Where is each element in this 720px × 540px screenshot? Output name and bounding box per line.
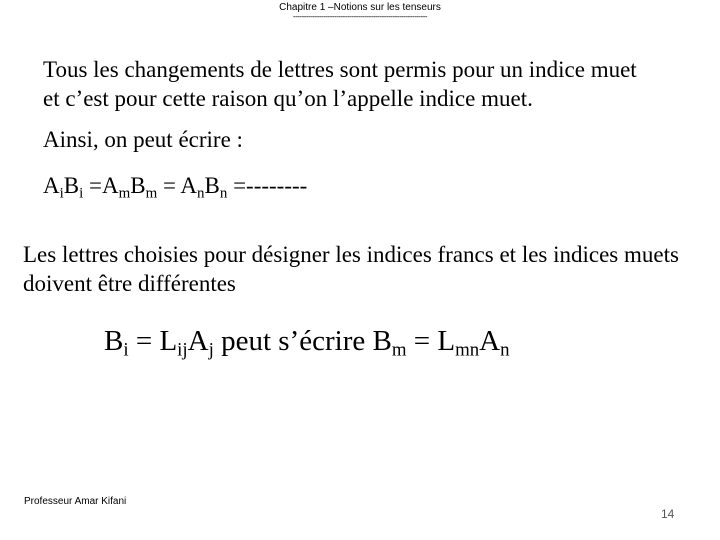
paragraph-dummy-index — [43, 55, 637, 113]
eq1-sub-n2: n — [219, 185, 228, 202]
eq1-eq-A2: = A — [157, 173, 198, 198]
text-line-4: Les lettres choisies pour désigner les indices francs et les indices muets — [23, 242, 679, 267]
eq2-eq-L: = L — [128, 325, 178, 357]
eq1-B3: B — [204, 173, 220, 198]
eq1-B2: B — [130, 173, 146, 198]
paragraph-ainsi: Ainsi, on peut écrire : — [43, 127, 243, 152]
page-number: 14 — [661, 507, 675, 521]
eq2-A2: A — [479, 325, 501, 357]
eq1-A: A — [43, 173, 60, 198]
paragraph-letters — [23, 240, 679, 298]
eq2-sub-mn: mn — [455, 339, 480, 361]
eq1-sub-m2: m — [145, 185, 158, 202]
eq1-sub-i2: i — [79, 185, 84, 202]
text-line-2: et c’est pour cette raison qu’on l’appelle indice muet. — [43, 86, 533, 111]
eq2-eq-L2: = L — [406, 325, 456, 357]
eq1-tail: =-------- — [227, 173, 308, 198]
eq2-sub-n: n — [500, 339, 510, 361]
eq1-eq-A: =A — [83, 173, 119, 198]
eq2-sub-ij: ij — [177, 339, 188, 361]
equation-index-rename — [104, 323, 510, 359]
text-line-5: doivent être différentes — [23, 271, 236, 296]
slide-header — [0, 2, 720, 20]
author-name: Professeur Amar Kifani — [24, 496, 127, 507]
eq2-sub-i: i — [123, 339, 129, 361]
eq2-sub-m: m — [391, 339, 407, 361]
equation-dummy-index — [43, 171, 307, 200]
header-rule: -------------------------------------------------------------- — [292, 12, 428, 21]
eq1-sub-i: i — [59, 185, 64, 202]
eq2-mid: peut s’écrire B — [213, 325, 392, 357]
eq2-B: B — [104, 325, 124, 357]
eq1-sub-m: m — [118, 185, 131, 202]
eq2-A: A — [187, 325, 209, 357]
eq1-B: B — [63, 173, 80, 198]
text-line-1: Tous les changements de lettres sont permis pour un indice muet — [43, 57, 637, 82]
eq1-sub-n: n — [197, 185, 205, 202]
chapter-title: Chapitre 1 –Notions sur les tenseurs — [279, 2, 441, 13]
eq2-sub-j: j — [208, 339, 214, 361]
